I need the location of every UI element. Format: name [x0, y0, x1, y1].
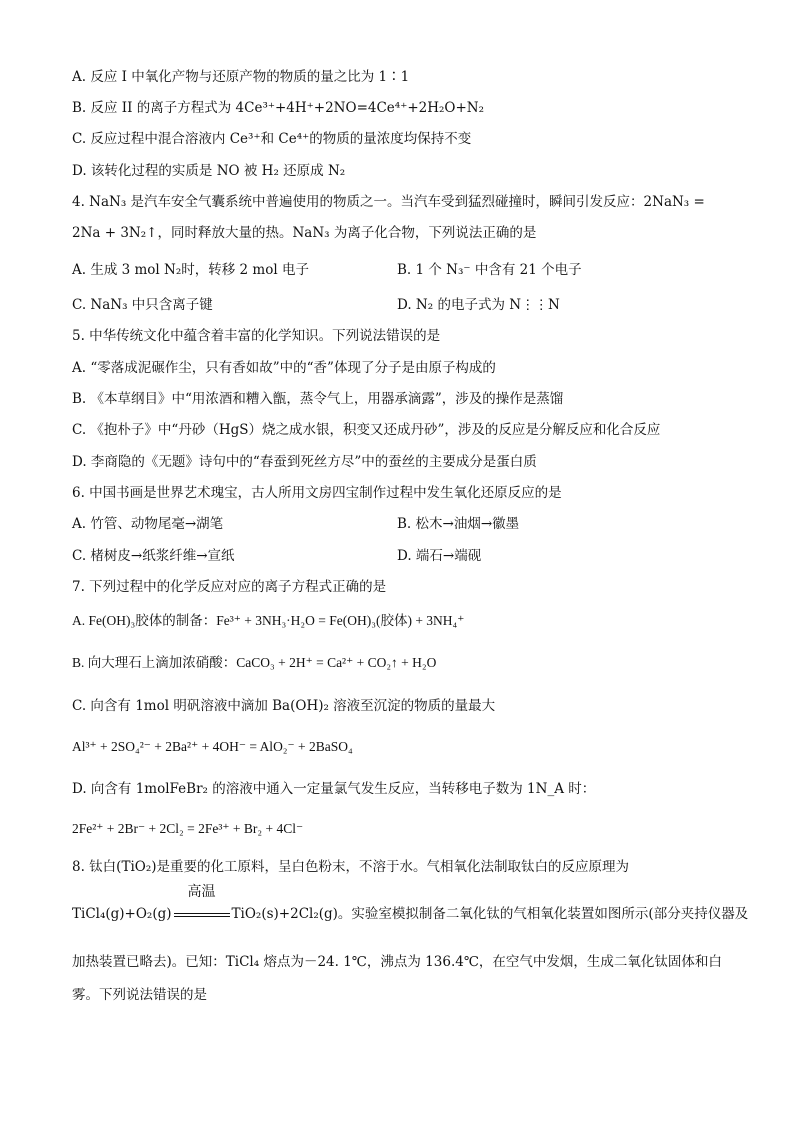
q5-option-b: B. 《本草纲目》中“用浓酒和糟入甑，蒸令气上，用器承滴露”，涉及的操作是蒸馏	[72, 391, 564, 407]
q5-stem: 5. 中华传统文化中蕴含着丰富的化学知识。下列说法错误的是	[72, 328, 441, 344]
q7-option-b: B. 向大理石上滴加浓硝酸：CaCO₃ + 2H⁺ = Ca²⁺ + CO₂↑ + H₂O	[72, 655, 437, 670]
q6-option-a: A. 竹管、动物尾毫→湖笔	[72, 516, 224, 532]
q5-option-c: C. 《抱朴子》中“丹砂（HgS）烧之成水银，积变又还成丹砂”，涉及的反应是分解反应和化合反应	[72, 422, 661, 438]
q7-stem: 7. 下列过程中的化学反应对应的离子方程式正确的是	[72, 579, 387, 595]
q8-equation-line	[72, 884, 749, 923]
reaction-condition-label: 高温	[187, 884, 216, 900]
q7-option-c-line2: Al³⁺ + 2SO₄²⁻ + 2Ba²⁺ + 4OH⁻ = AlO₂⁻ + 2BaSO₄	[72, 739, 353, 754]
q8-stem-line3: 加热装置已略去)。已知：TiCl₄ 熔点为－24. 1℃，沸点为 136.4℃，在空气中发烟，生成二氧化钛固体和白	[72, 954, 722, 970]
q8-products-and-text: TiO₂(s)+2Cl₂(g)。实验室模拟制备二氧化钛的气相氧化装置如图所示(部分夹持仪器及	[231, 906, 749, 922]
q8-stem-line4: 雾。下列说法错误的是	[72, 987, 207, 1003]
q7-option-c-line1: C. 向含有 1mol 明矾溶液中滴加 Ba(OH)₂ 溶液至沉淀的物质的量最大	[72, 698, 496, 714]
q4-stem-line2: 2Na + 3N₂↑，同时释放大量的热。NaN₃ 为离子化合物，下列说法正确的是	[72, 225, 537, 241]
q7-option-a: A. Fe(OH)₃胶体的制备：Fe³⁺ + 3NH₃·H₂O = Fe(OH)₃(胶体) + 3NH₄⁺	[72, 613, 465, 628]
q3-option-a: A. 反应 I 中氧化产物与还原产物的物质的量之比为 1∶1	[72, 69, 410, 85]
q6-option-b: B. 松木→油烟→徽墨	[397, 516, 520, 532]
q4-stem-line1: 4. NaN₃ 是汽车安全气囊系统中普遍使用的物质之一。当汽车受到猛烈碰撞时，瞬间引发反应：2NaN₃ =	[72, 194, 705, 210]
q3-option-b: B. 反应 II 的离子方程式为 4Ce³⁺+4H⁺+2NO=4Ce⁴⁺+2H₂O+N₂	[72, 100, 485, 116]
q6-option-d: D. 端石→端砚	[397, 548, 482, 564]
q7-option-d-line2: 2Fe²⁺ + 2Br⁻ + 2Cl₂ = 2Fe³⁺ + Br₂ + 4Cl⁻	[72, 821, 304, 836]
equals-bar	[174, 913, 230, 917]
q4-option-c: C. NaN₃ 中只含离子键	[72, 297, 213, 313]
q6-stem: 6. 中国书画是世界艺术瑰宝，古人所用文房四宝制作过程中发生氧化还原反应的是	[72, 485, 562, 501]
q5-option-d: D. 李商隐的《无题》诗句中的“春蚕到死丝方尽”中的蚕丝的主要成分是蛋白质	[72, 454, 537, 470]
q4-option-b: B. 1 个 N₃⁻ 中含有 21 个电子	[397, 262, 582, 278]
q4-option-d: D. N₂ 的电子式为 N⋮⋮N	[397, 297, 560, 313]
reaction-condition	[174, 884, 230, 923]
q3-option-c: C. 反应过程中混合溶液内 Ce³⁺和 Ce⁴⁺的物质的量浓度均保持不变	[72, 131, 472, 147]
q8-reactants: TiCl₄(g)+O₂(g)	[72, 906, 172, 922]
q7-option-d-line1: D. 向含有 1molFeBr₂ 的溶液中通入一定量氯气发生反应，当转移电子数为 1N_A 时：	[72, 781, 596, 797]
q4-option-a: A. 生成 3 mol N₂时，转移 2 mol 电子	[72, 262, 309, 278]
q5-option-a: A. “零落成泥碾作尘，只有香如故”中的“香”体现了分子是由原子构成的	[72, 360, 496, 376]
q6-option-c: C. 楮树皮→纸浆纤维→宣纸	[72, 548, 235, 564]
q3-option-d: D. 该转化过程的实质是 NO 被 H₂ 还原成 N₂	[72, 163, 346, 179]
q8-stem-line1: 8. 钛白(TiO₂)是重要的化工原料，呈白色粉末，不溶于水。气相氧化法制取钛白的反应原理为	[72, 859, 630, 875]
